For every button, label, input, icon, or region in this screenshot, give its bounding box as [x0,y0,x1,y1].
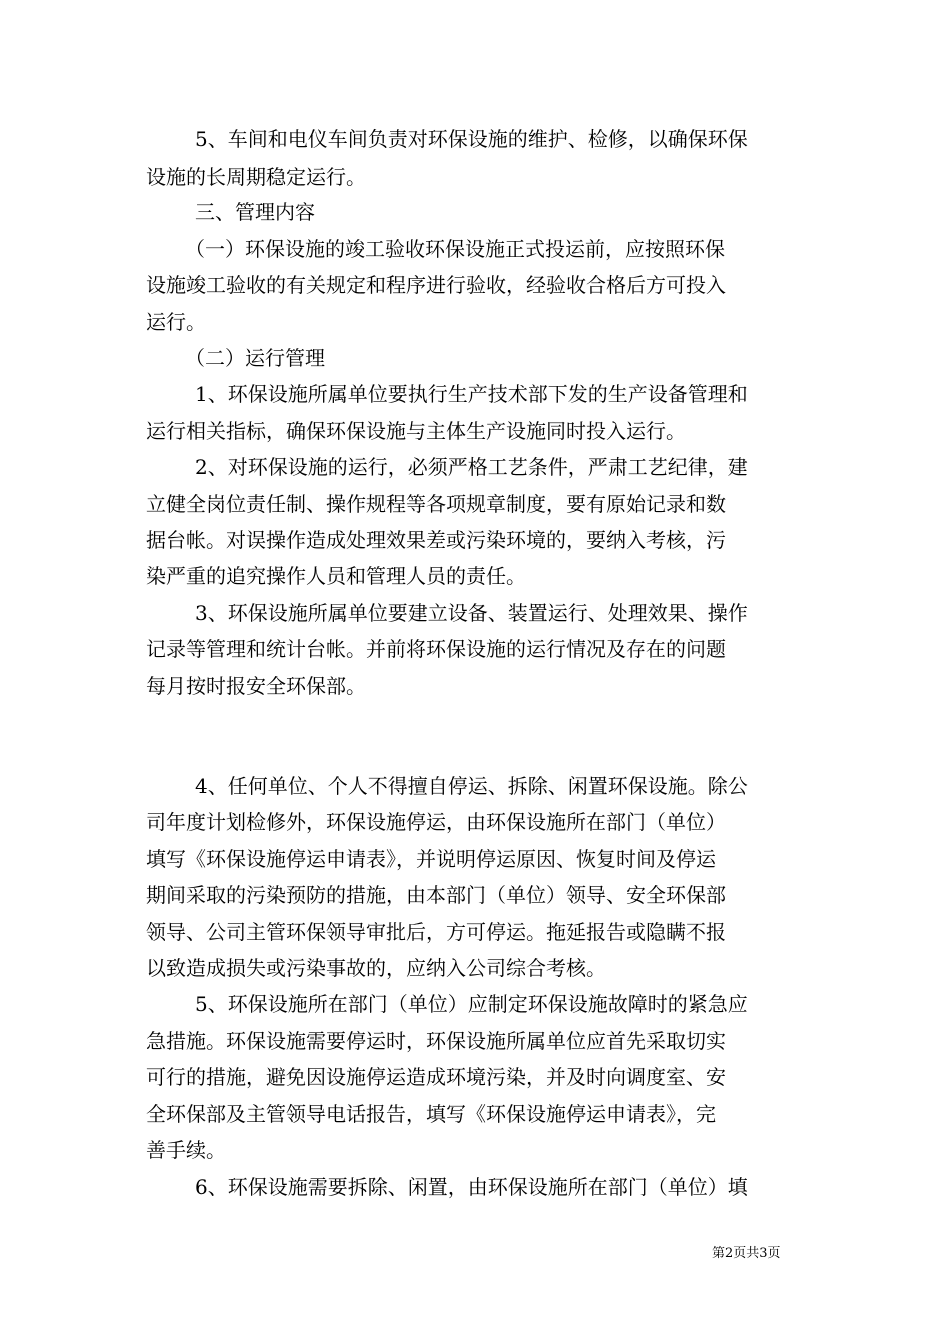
text-line: 4、任何单位、个人不得擅自停运、拆除、闲置环保设施。除公 [195,774,748,798]
text-line: 5、环保设施所在部门（单位）应制定环保设施故障时的紧急应 [195,992,748,1016]
text-line: 可行的措施，避免因设施停运造成环境污染，并及时向调度室、安 [146,1065,726,1089]
text-line: 设施竣工验收的有关规定和程序进行验收，经验收合格后方可投入 [146,273,726,297]
subsection-heading: （二）运行管理 [185,346,325,370]
text-line: 每月按时报安全环保部。 [146,674,366,698]
text-line: （一）环保设施的竣工验收环保设施正式投运前，应按照环保 [185,237,725,261]
text-line: 立健全岗位责任制、操作规程等各项规章制度，要有原始记录和数 [146,492,726,516]
text-line: 2、对环保设施的运行，必须严格工艺条件，严肃工艺纪律，建 [195,455,748,479]
text-line: 运行。 [146,310,206,334]
text-line: 以致造成损失或污染事故的，应纳入公司综合考核。 [146,956,606,980]
text-line: 1、环保设施所属单位要执行生产技术部下发的生产设备管理和 [195,382,748,406]
text-line: 3、环保设施所属单位要建立设备、装置运行、处理效果、操作 [195,601,748,625]
page-number: 第2页共3页 [712,1246,781,1261]
text-line: 6、环保设施需要拆除、闲置，由环保设施所在部门（单位）填 [195,1175,748,1199]
text-line: 急措施。环保设施需要停运时，环保设施所属单位应首先采取切实 [146,1029,726,1053]
text-line: 设施的长周期稳定运行。 [146,165,366,189]
text-line: 据台帐。对误操作造成处理效果差或污染环境的，要纳入考核，污 [146,528,726,552]
text-line: 领导、公司主管环保领导审批后，方可停运。拖延报告或隐瞒不报 [146,920,726,944]
text-line: 运行相关指标，确保环保设施与主体生产设施同时投入运行。 [146,419,686,443]
text-line: 善手续。 [146,1138,226,1162]
text-line: 全环保部及主管领导电话报告，填写《环保设施停运申请表》，完 [146,1102,716,1126]
text-line: 司年度计划检修外，环保设施停运，由环保设施所在部门（单位） [146,810,726,834]
text-line: 5、车间和电仪车间负责对环保设施的维护、检修，以确保环保 [195,127,748,151]
text-line: 填写《环保设施停运申请表》，并说明停运原因、恢复时间及停运 [146,847,716,871]
text-line: 染严重的追究操作人员和管理人员的责任。 [146,564,526,588]
text-line: 记录等管理和统计台帐。并前将环保设施的运行情况及存在的问题 [146,637,726,661]
section-heading: 三、管理内容 [195,200,315,224]
text-line: 期间采取的污染预防的措施，由本部门（单位）领导、安全环保部 [146,883,726,907]
